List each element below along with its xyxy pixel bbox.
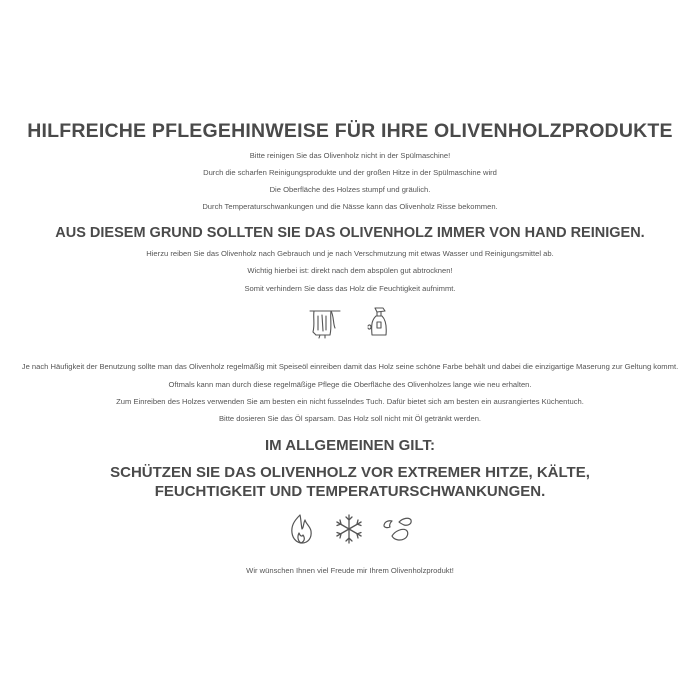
oil-line-2: Oftmals kann man durch diese regelmäßige Pflege die Oberfläche des Olivenholzes lange wie neu erhalten. — [168, 380, 532, 389]
closing-text: Wir wünschen Ihnen viel Freude mir Ihrem Olivenholzprodukt! — [246, 566, 454, 575]
hand-wash-line-1: Hierzu reiben Sie das Olivenholz nach Gebrauch und je nach Verschmutzung mit etwas Wasser und Reinigungsmittel ab. — [146, 249, 554, 258]
intro-line-2: Durch die scharfen Reinigungsprodukte und der großen Hitze in der Spülmaschine wird — [203, 168, 497, 177]
intro-line-4: Durch Temperaturschwankungen und die Nässe kann das Olivenholz Risse bekommen. — [202, 202, 498, 211]
towel-icon — [307, 304, 343, 340]
general-statement: SCHÜTZEN SIE DAS OLIVENHOLZ VOR EXTREMER HITZE, KÄLTE, FEUCHTIGKEIT UND TEMPERATURSCHWANKUNGEN. — [110, 464, 590, 500]
spray-bottle-icon — [363, 304, 393, 340]
cleaning-icons — [0, 304, 700, 340]
intro-line-3: Die Oberfläche des Holzes stumpf und gräulich. — [269, 185, 431, 194]
general-heading: IM ALLGEMEINEN GILT: — [265, 437, 435, 454]
hand-wash-heading: AUS DIESEM GRUND SOLLTEN SIE DAS OLIVENHOLZ IMMER VON HAND REINIGEN. — [55, 225, 645, 241]
water-drops-icon — [380, 512, 416, 546]
hand-wash-line-2: Wichtig hierbei ist: direkt nach dem abspülen gut abtrocknen! — [247, 266, 453, 275]
protection-icons — [0, 512, 700, 546]
oil-line-1: Je nach Häufigkeit der Benutzung sollte man das Olivenholz regelmäßig mit Speiseöl einreiben damit das Holz seine schöne Farbe behält und dabei die einzigartige Maserung zur Geltung kommt. — [21, 362, 679, 371]
snowflake-icon — [332, 512, 366, 546]
flame-icon — [284, 512, 318, 546]
page-title: HILFREICHE PFLEGEHINWEISE FÜR IHRE OLIVENHOLZPRODUKTE — [27, 120, 673, 142]
hand-wash-line-3: Somit verhindern Sie dass das Holz die Feuchtigkeit aufnimmt. — [244, 284, 456, 293]
intro-line-1: Bitte reinigen Sie das Olivenholz nicht in der Spülmaschine! — [249, 151, 451, 160]
oil-line-3: Zum Einreiben des Holzes verwenden Sie am besten ein nicht fusselndes Tuch. Dafür bietet sich am besten ein ausrangiertes Küchentuch. — [116, 397, 584, 406]
oil-line-4: Bitte dosieren Sie das Öl sparsam. Das Holz soll nicht mit Öl getränkt werden. — [218, 414, 482, 423]
